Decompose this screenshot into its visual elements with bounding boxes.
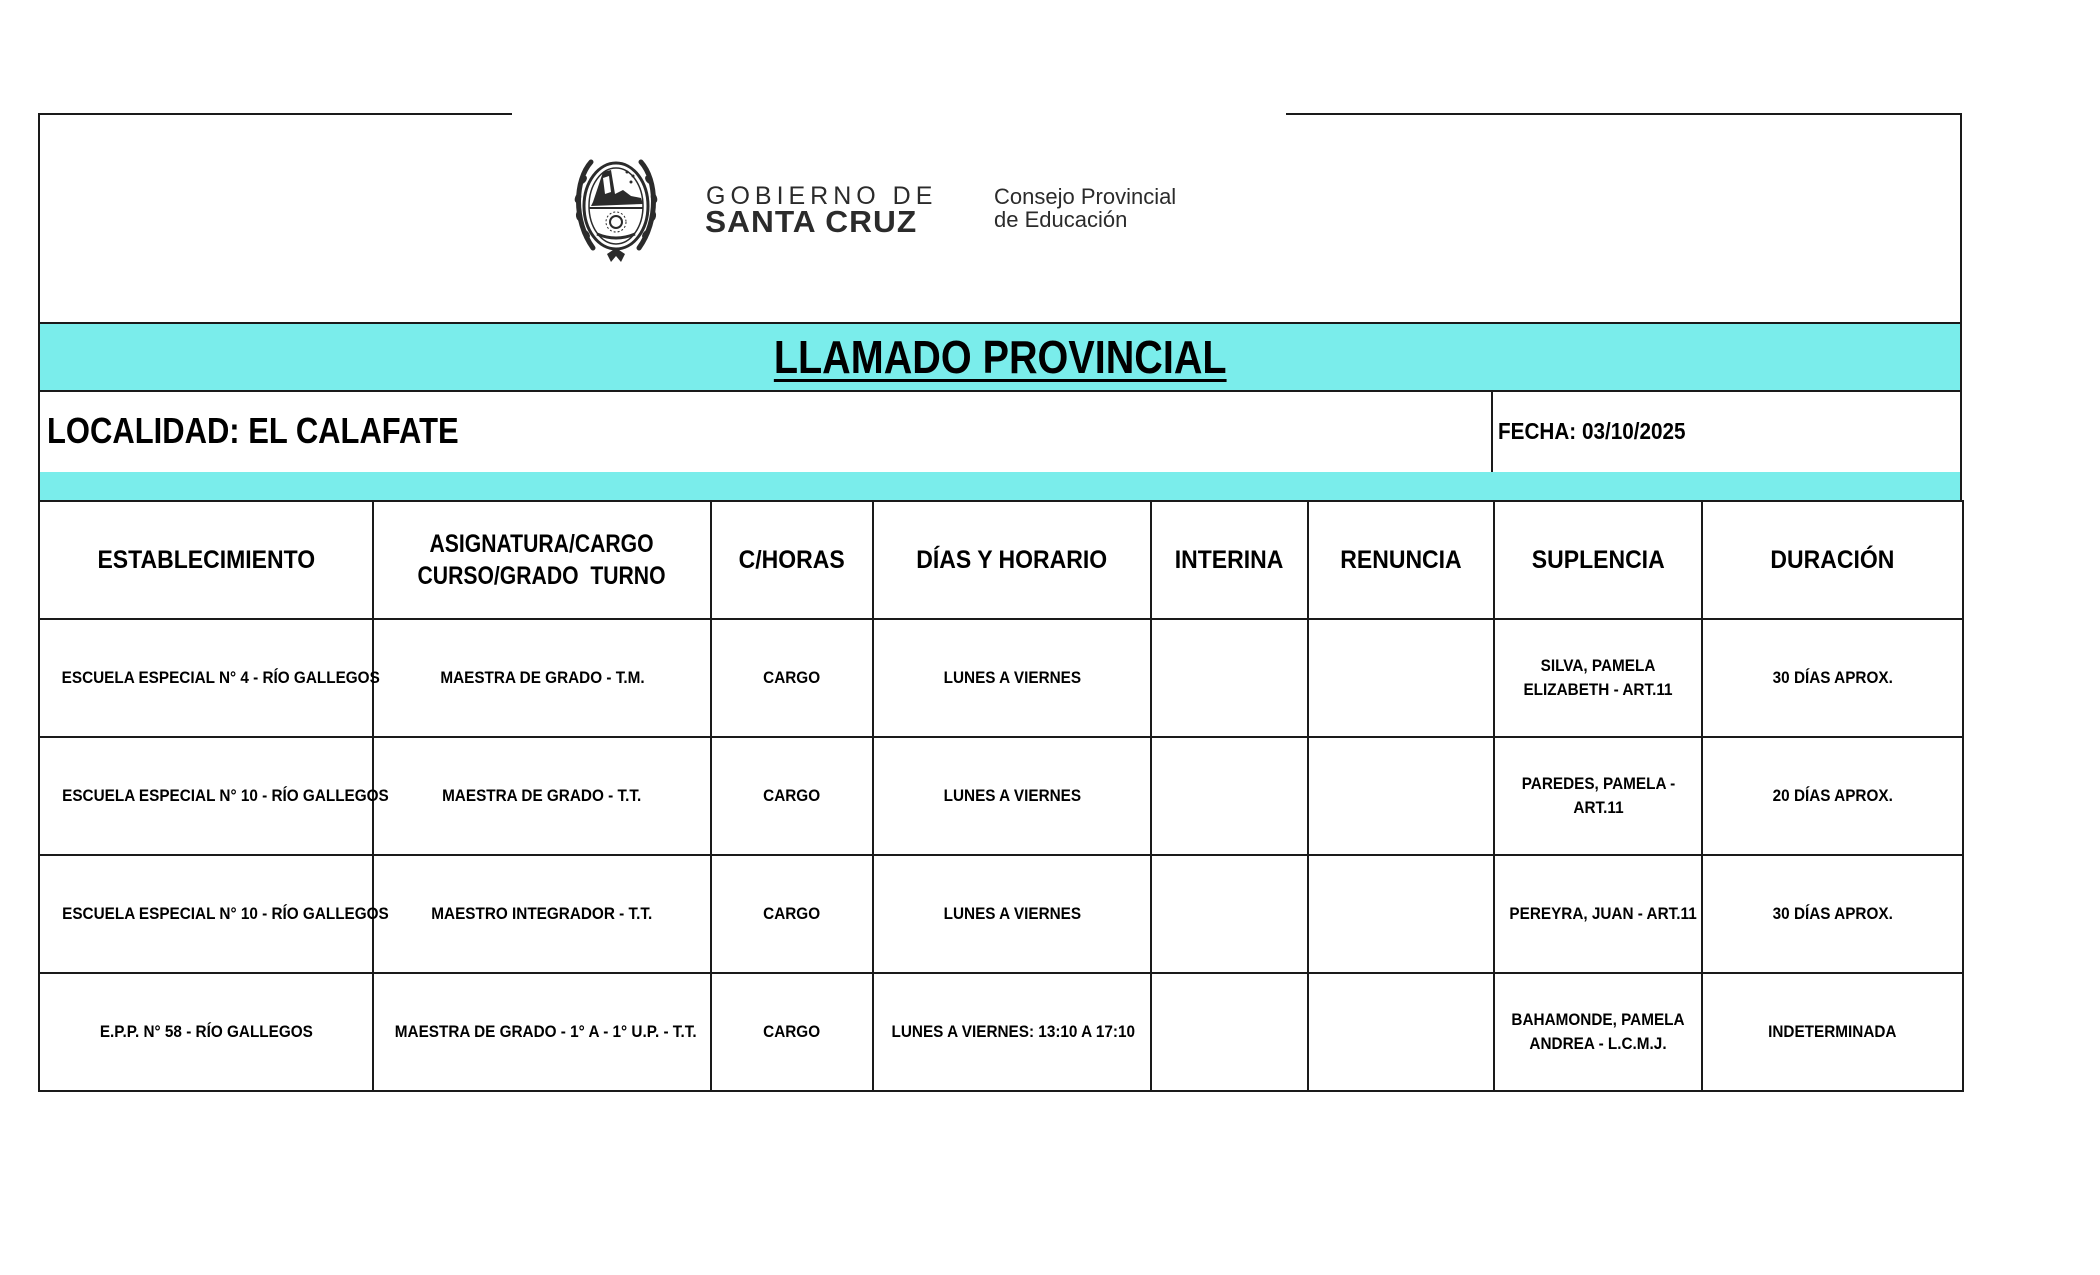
- cell-establecimiento: ESCUELA ESPECIAL N° 10 - RÍO GALLEGOS: [39, 855, 373, 973]
- cell-dias-horario: LUNES A VIERNES: [873, 619, 1151, 737]
- table-header-row: [39, 501, 1963, 619]
- cell-establecimiento: ESCUELA ESPECIAL N° 4 - RÍO GALLEGOS: [39, 619, 373, 737]
- cell-interina: [1151, 619, 1308, 737]
- column-header-dias-horario: DÍAS Y HORARIO: [873, 501, 1151, 619]
- cell-interina: [1151, 973, 1308, 1091]
- cell-suplencia: PEREYRA, JUAN - ART.11: [1494, 855, 1702, 973]
- frame-top-line-left: [38, 113, 512, 115]
- cell-asignatura: MAESTRO INTEGRADOR - T.T.: [373, 855, 711, 973]
- column-header-duracion: DURACIÓN: [1702, 501, 1963, 619]
- cell-horas: CARGO: [711, 619, 873, 737]
- cell-dias-horario: LUNES A VIERNES: [873, 737, 1151, 855]
- title-bar: [38, 322, 1962, 392]
- frame-left-border: [38, 113, 40, 324]
- column-header-establecimiento: ESTABLECIMIENTO: [39, 501, 373, 619]
- council-name-line1: Consejo Provincial: [994, 184, 1177, 209]
- council-name: [994, 185, 1176, 231]
- cell-interina: [1151, 855, 1308, 973]
- cell-dias-horario: LUNES A VIERNES: [873, 855, 1151, 973]
- column-header-interina: INTERINA: [1151, 501, 1308, 619]
- table-row: [39, 619, 1963, 737]
- column-header-suplencia: SUPLENCIA: [1494, 501, 1702, 619]
- date-label: FECHA: 03/10/2025: [1498, 417, 1686, 444]
- frame-top-line-right: [1286, 113, 1962, 115]
- cell-duracion: 20 DÍAS APROX.: [1702, 737, 1963, 855]
- cell-duracion: INDETERMINADA: [1702, 973, 1963, 1091]
- column-header-horas: C/HORAS: [711, 501, 873, 619]
- table-row: [39, 973, 1963, 1091]
- cell-suplencia: PAREDES, PAMELA - ART.11: [1494, 737, 1702, 855]
- column-header-renuncia: RENUNCIA: [1308, 501, 1494, 619]
- coat-of-arms-icon: [571, 150, 661, 268]
- vacancies-table: [38, 500, 1964, 1092]
- cell-dias-horario: LUNES A VIERNES: 13:10 A 17:10: [873, 973, 1151, 1091]
- page-title: LLAMADO PROVINCIAL: [773, 331, 1227, 383]
- column-header-asignatura: ASIGNATURA/CARGO CURSO/GRADO TURNO: [373, 501, 711, 619]
- cell-renuncia: [1308, 619, 1494, 737]
- cell-asignatura: MAESTRA DE GRADO - T.M.: [373, 619, 711, 737]
- cell-horas: CARGO: [711, 737, 873, 855]
- government-name-line1: GOBIERNO DE: [706, 182, 938, 210]
- table-row: [39, 855, 1963, 973]
- table-row: [39, 737, 1963, 855]
- cell-asignatura: MAESTRA DE GRADO - T.T.: [373, 737, 711, 855]
- cell-suplencia: BAHAMONDE, PAMELA ANDREA - L.C.M.J.: [1494, 973, 1702, 1091]
- cell-asignatura: MAESTRA DE GRADO - 1° A - 1° U.P. - T.T.: [373, 973, 711, 1091]
- cell-interina: [1151, 737, 1308, 855]
- cell-suplencia: SILVA, PAMELA ELIZABETH - ART.11: [1494, 619, 1702, 737]
- cell-establecimiento: E.P.P. N° 58 - RÍO GALLEGOS: [39, 973, 373, 1091]
- cell-establecimiento: ESCUELA ESPECIAL N° 10 - RÍO GALLEGOS: [39, 737, 373, 855]
- cyan-separator-band: [38, 472, 1962, 502]
- council-name-line2: de Educación: [994, 207, 1128, 232]
- cell-renuncia: [1308, 855, 1494, 973]
- cell-renuncia: [1308, 737, 1494, 855]
- location-date-row: [38, 390, 1962, 474]
- government-name-line2: SANTA CRUZ: [705, 204, 918, 239]
- locality-cell: [40, 390, 1493, 472]
- cell-renuncia: [1308, 973, 1494, 1091]
- cell-horas: CARGO: [711, 973, 873, 1091]
- cell-duracion: 30 DÍAS APROX.: [1702, 855, 1963, 973]
- locality-label: LOCALIDAD: EL CALAFATE: [47, 410, 459, 451]
- date-cell: [1493, 390, 1960, 472]
- cell-duracion: 30 DÍAS APROX.: [1702, 619, 1963, 737]
- cell-horas: CARGO: [711, 855, 873, 973]
- frame-right-border: [1960, 113, 1962, 324]
